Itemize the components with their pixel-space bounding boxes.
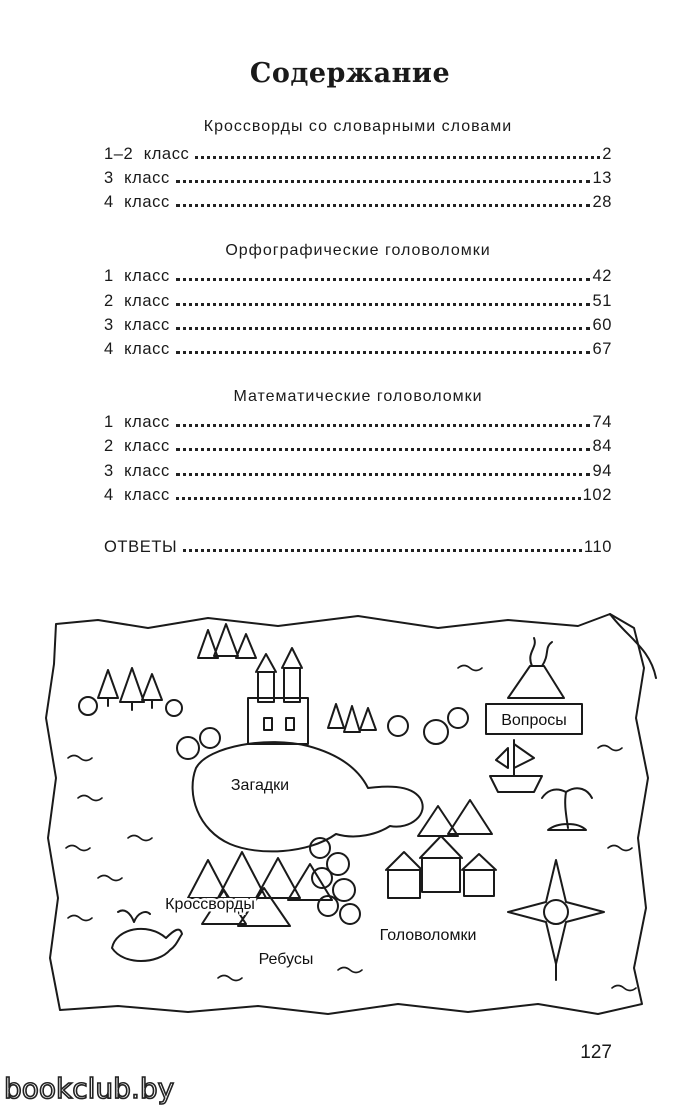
toc-entry[interactable]	[104, 142, 612, 164]
toc-entry[interactable]	[104, 190, 612, 212]
map-label-questions: Вопросы	[501, 712, 567, 729]
section-heading: Орфографические головоломки	[225, 242, 491, 259]
map-label-rebuses: Ребусы	[258, 951, 314, 968]
dot-leader	[176, 472, 591, 476]
toc-entry-label: 2 класс	[104, 292, 170, 310]
toc-entry-label: 2 класс	[104, 437, 170, 455]
dot-leader	[176, 179, 591, 183]
toc-entry-label: 1 класс	[104, 267, 170, 285]
toc-entry-page: 110	[583, 538, 612, 556]
forest-middle	[328, 704, 468, 744]
toc-entry-label: 1 класс	[104, 413, 170, 431]
toc-entry-page: 13	[592, 169, 612, 187]
forest-bottom	[310, 838, 360, 924]
dot-leader	[176, 496, 581, 500]
toc-entry[interactable]	[104, 313, 612, 335]
toc-entry[interactable]	[104, 434, 612, 456]
toc-entry-page: 102	[582, 486, 612, 504]
palm-island-icon	[542, 788, 592, 830]
watermark: bookclub.by	[4, 1072, 175, 1105]
toc-entry[interactable]	[104, 166, 612, 188]
toc-entry-label: 3 класс	[104, 316, 170, 334]
toc-entry-label: ОТВЕТЫ	[104, 538, 178, 556]
toc-entry[interactable]	[104, 459, 612, 481]
volcano-icon	[508, 638, 564, 698]
dot-leader	[176, 302, 591, 306]
forest-left	[79, 668, 182, 716]
toc-entry[interactable]	[104, 264, 612, 286]
dot-leader	[176, 447, 591, 451]
toc-entry-page: 2	[602, 145, 612, 163]
toc-entry-page: 28	[592, 193, 612, 211]
toc-entry-label: 3 класс	[104, 462, 170, 480]
forest-top	[177, 624, 256, 759]
whale-icon	[112, 910, 182, 961]
toc-entry-page: 51	[592, 292, 612, 310]
toc-entry-label: 3 класс	[104, 169, 170, 187]
ship-icon	[490, 740, 542, 792]
toc-entry-page: 42	[592, 267, 612, 285]
castle-icon	[248, 648, 308, 744]
dot-leader	[176, 203, 591, 207]
map-label-puzzles: Головоломки	[379, 927, 477, 944]
section-heading: Математические головоломки	[233, 388, 483, 405]
table-of-contents	[104, 0, 612, 560]
section-heading: Кроссворды со словарными словами	[203, 118, 513, 135]
page-number: 127	[580, 1042, 612, 1063]
toc-entry-answers[interactable]	[104, 535, 612, 557]
dot-leader	[176, 326, 591, 330]
toc-entry-page: 60	[592, 316, 612, 334]
toc-entry[interactable]	[104, 483, 612, 505]
dot-leader	[176, 423, 591, 427]
toc-entry[interactable]	[104, 289, 612, 311]
dot-leader	[183, 548, 582, 552]
toc-entry[interactable]	[104, 337, 612, 359]
toc-entry-page: 94	[592, 462, 612, 480]
treasure-map-illustration	[38, 608, 662, 1023]
compass-rose-icon	[508, 860, 604, 980]
map-label-riddles: Загадки	[230, 777, 290, 794]
toc-entry-page: 74	[592, 413, 612, 431]
dot-leader	[176, 350, 591, 354]
dot-leader	[176, 277, 591, 281]
toc-entry-page: 84	[592, 437, 612, 455]
toc-entry[interactable]	[104, 410, 612, 432]
village-icon	[386, 836, 496, 898]
toc-entry-label: 1–2 класс	[104, 145, 190, 163]
dot-leader	[195, 155, 600, 159]
riddles-lake	[193, 742, 423, 851]
page-title: Содержание	[249, 58, 451, 89]
toc-entry-label: 4 класс	[104, 193, 170, 211]
toc-entry-label: 4 класс	[104, 340, 170, 358]
map-label-crosswords: Кроссворды	[165, 896, 255, 913]
toc-entry-label: 4 класс	[104, 486, 170, 504]
toc-entry-page: 67	[592, 340, 612, 358]
